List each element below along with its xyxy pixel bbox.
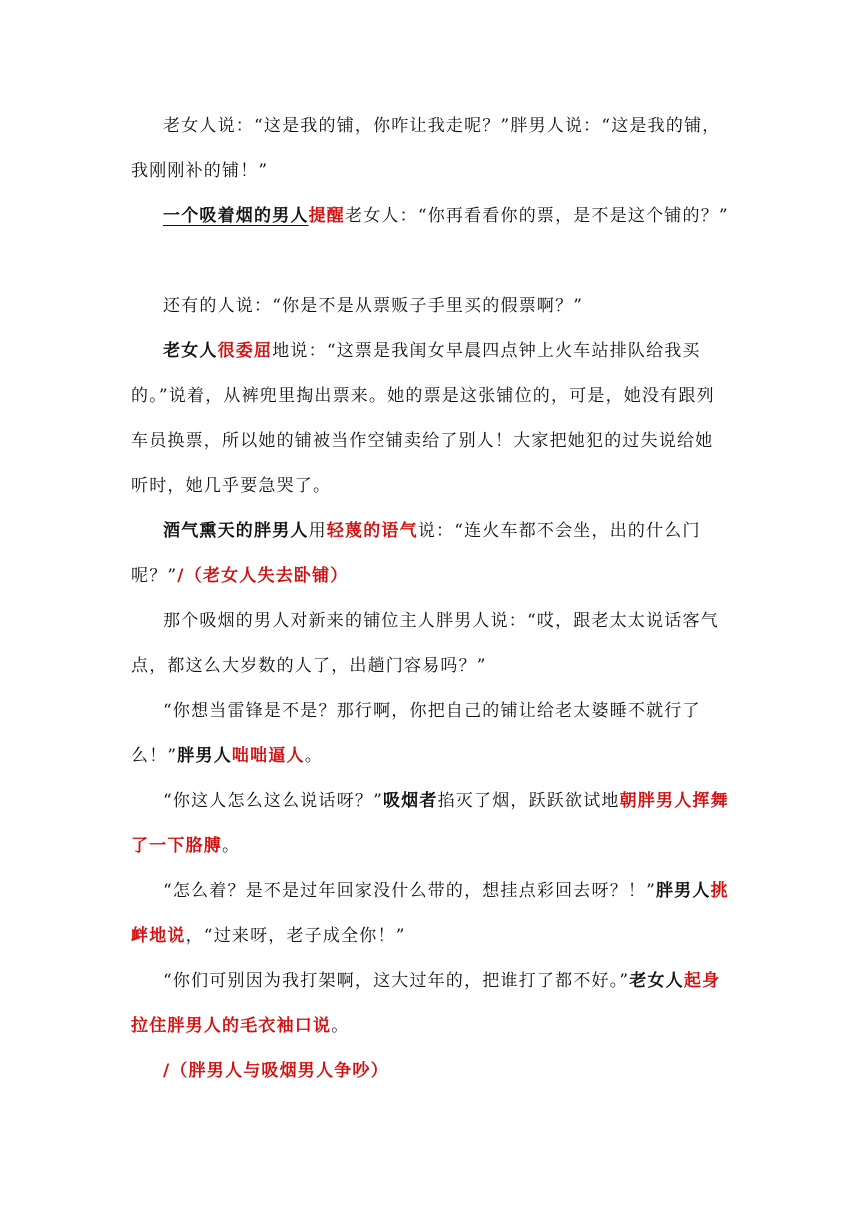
highlight-segment: 很委屈 bbox=[217, 341, 273, 361]
paragraph-9 bbox=[131, 869, 731, 959]
text-segment: “怎么着？是不是过年回家没什么带的，想挂点彩回去呀？！” bbox=[163, 881, 656, 901]
paragraph-2 bbox=[131, 194, 731, 239]
highlight-segment: 提醒 bbox=[308, 206, 346, 226]
text-segment: 用 bbox=[308, 521, 327, 541]
text-segment: 老女人说：“这是我的铺，你咋让我走呢？”胖男人说：“这是我的铺，我刚刚补的铺！” bbox=[131, 116, 721, 181]
highlight-segment: 挑衅地说 bbox=[131, 881, 729, 946]
text-segment: “你这人怎么这么说话呀？” bbox=[163, 791, 383, 811]
paragraph-6 bbox=[131, 599, 731, 689]
paragraph-7 bbox=[131, 689, 731, 779]
paragraph-11 bbox=[131, 1049, 731, 1094]
text-segment: ，“过来呀，老子成全你！” bbox=[185, 926, 406, 946]
text-segment: 。 bbox=[331, 1016, 350, 1036]
paragraph-4 bbox=[131, 329, 731, 509]
text-segment: 掐灭了烟，跃跃欲试地 bbox=[437, 791, 620, 811]
text-segment: 。 bbox=[222, 836, 241, 856]
annotation-segment: /（胖男人与吸烟男人争吵） bbox=[163, 1061, 389, 1081]
highlight-segment: 朝胖男人挥舞了一下胳膊 bbox=[131, 791, 729, 856]
bold-segment: 胖男人 bbox=[177, 746, 232, 766]
text-segment: 说：“连火车都不会坐，出的什么门呢？” bbox=[131, 521, 701, 586]
bold-segment: 吸烟者 bbox=[382, 791, 438, 811]
annotation-segment: /（老女人失去卧铺） bbox=[177, 566, 349, 586]
highlight-segment: 轻蔑的语气 bbox=[326, 521, 418, 541]
text-segment: 那个吸烟的男人对新来的铺位主人胖男人说：“哎，跟老太太说话客气点，都这么大岁数的人了，出趟门容易吗？” bbox=[131, 611, 719, 676]
highlight-segment: 咄咄逼人 bbox=[231, 746, 305, 766]
underlined-segment: 一个吸着烟的男人 bbox=[163, 206, 309, 226]
bold-segment: 老女人 bbox=[629, 971, 684, 991]
paragraph-10 bbox=[131, 959, 731, 1049]
paragraph-1 bbox=[131, 104, 731, 194]
text-segment: 地说：“这票是我闺女早晨四点钟上火车站排队给我买的。”说着，从裤兜里掏出票来。她的票是这张铺位的，可是，她没有跟列车员换票，所以她的铺被当作空铺卖给了别人！大家把她犯的过失说给她听时，她几乎要急哭了。 bbox=[131, 341, 715, 496]
bold-segment: 胖男人 bbox=[655, 881, 711, 901]
bold-segment: 老女人 bbox=[163, 341, 218, 361]
bold-segment: 酒气熏天的胖男人 bbox=[163, 521, 309, 541]
text-segment: “你想当雷锋是不是？那行啊，你把自己的铺让给老太婆睡不就行了么！” bbox=[131, 701, 701, 766]
text-segment: 。 bbox=[304, 746, 323, 766]
text-segment: 老女人：“你再看看你的票，是不是这个铺的？” bbox=[345, 206, 729, 226]
paragraph-8 bbox=[131, 779, 731, 869]
paragraph-5 bbox=[131, 509, 731, 599]
text-segment: 还有的人说：“你是不是从票贩子手里买的假票啊？” bbox=[163, 296, 584, 316]
paragraph-3 bbox=[131, 284, 731, 329]
highlight-segment: 起身拉住胖男人的毛衣袖口说 bbox=[131, 971, 721, 1036]
text-segment: “你们可别因为我打架啊，这大过年的，把谁打了都不好。” bbox=[163, 971, 630, 991]
